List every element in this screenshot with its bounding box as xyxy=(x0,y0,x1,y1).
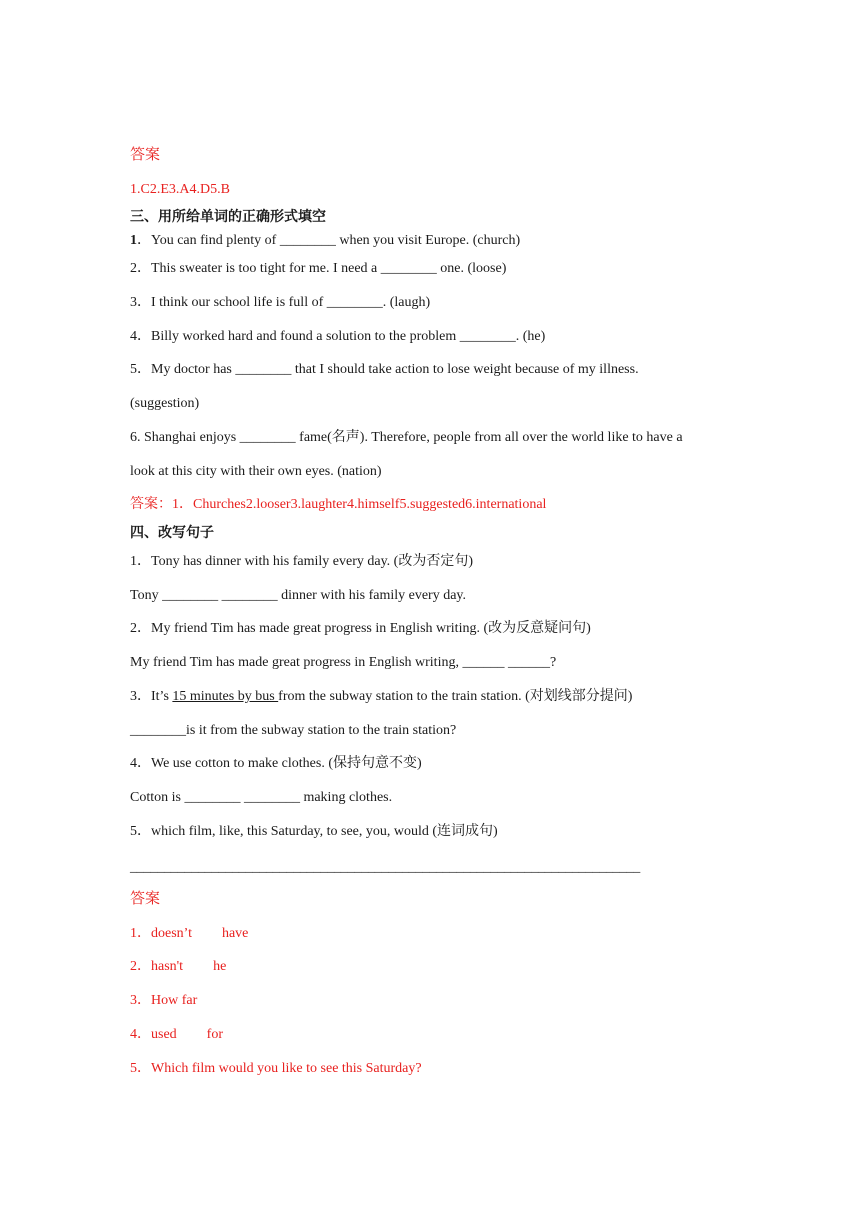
section3-question-5-line1: 5．My doctor has ________ that I should take action to lose weight because of my illness. xyxy=(130,362,639,377)
answer-text-1: 1.C2.E3.A4.D5.B xyxy=(130,182,230,197)
question-prefix: 3．It’s xyxy=(130,689,173,704)
section3-question-5-line2: (suggestion) xyxy=(130,396,200,411)
section4-question-3-blank: ________is it from the subway station to the train station? xyxy=(130,723,457,738)
answer-word: hasn't xyxy=(151,959,184,974)
section4-question-5: 5．which film, like, this Saturday, to see, you, would (连词成句) xyxy=(130,824,498,839)
section3-question-4: 4．Billy worked hard and found a solution to the problem ________. (he) xyxy=(130,329,546,344)
section3-question-1 xyxy=(130,232,520,250)
answer-label-1: 答案 xyxy=(130,147,161,163)
answer-item-5: 5．Which film would you like to see this Saturday? xyxy=(130,1061,422,1076)
section3-question-6-line2: look at this city with their own eyes. (nation) xyxy=(130,464,382,479)
answer-label-2: 答案 xyxy=(130,891,161,907)
answer-word: he xyxy=(213,959,227,974)
section4-question-5-blank: ___________________________________________________________________________ xyxy=(130,860,641,875)
section4-question-1-blank: Tony ________ ________ dinner with his family every day. xyxy=(130,588,467,603)
section4-question-1: 1．Tony has dinner with his family every day. (改为否定句) xyxy=(130,554,473,569)
answer-word: have xyxy=(221,926,249,941)
section4-question-4-blank: Cotton is ________ ________ making clothes. xyxy=(130,790,393,805)
underlined-phrase: 15 minutes by bus xyxy=(172,689,279,704)
answer-item-2 xyxy=(130,958,226,976)
section3-heading: 三、用所给单词的正确形式填空 xyxy=(130,209,326,225)
answer-word: for xyxy=(206,1027,223,1042)
answer-item-3: 3．How far xyxy=(130,993,198,1008)
section4-question-2-blank: My friend Tim has made great progress in English writing, ______ ______? xyxy=(130,655,557,670)
section3-answer: 答案：1．Churches2.looser3.laughter4.himself5.suggested6.international xyxy=(130,497,547,512)
answer-number: 1． xyxy=(130,926,151,941)
answer-word: doesn’t xyxy=(151,926,192,941)
answer-number: 4． xyxy=(130,1027,151,1042)
section4-question-4: 4．We use cotton to make clothes. (保持句意不变) xyxy=(130,756,422,771)
answer-word: used xyxy=(151,1027,177,1042)
answer-number: 2． xyxy=(130,959,151,974)
answer-item-1 xyxy=(130,925,248,943)
section3-question-3: 3．I think our school life is full of ________. (laugh) xyxy=(130,295,431,310)
question-text: ．You can find plenty of ________ when you visit Europe. (church) xyxy=(137,233,521,248)
section3-question-2: 2．This sweater is too tight for me. I need a ________ one. (loose) xyxy=(130,261,507,276)
question-suffix: from the subway station to the train station. (对划线部分提问) xyxy=(278,689,633,704)
section4-question-2: 2．My friend Tim has made great progress in English writing. (改为反意疑问句) xyxy=(130,621,591,636)
section3-question-6-line1: 6. Shanghai enjoys ________ fame(名声). Therefore, people from all over the world like to have a xyxy=(130,430,683,445)
section4-question-3 xyxy=(130,688,632,706)
answer-item-4 xyxy=(130,1026,223,1044)
question-number: 1 xyxy=(130,233,137,248)
section4-heading: 四、改写句子 xyxy=(130,525,214,541)
